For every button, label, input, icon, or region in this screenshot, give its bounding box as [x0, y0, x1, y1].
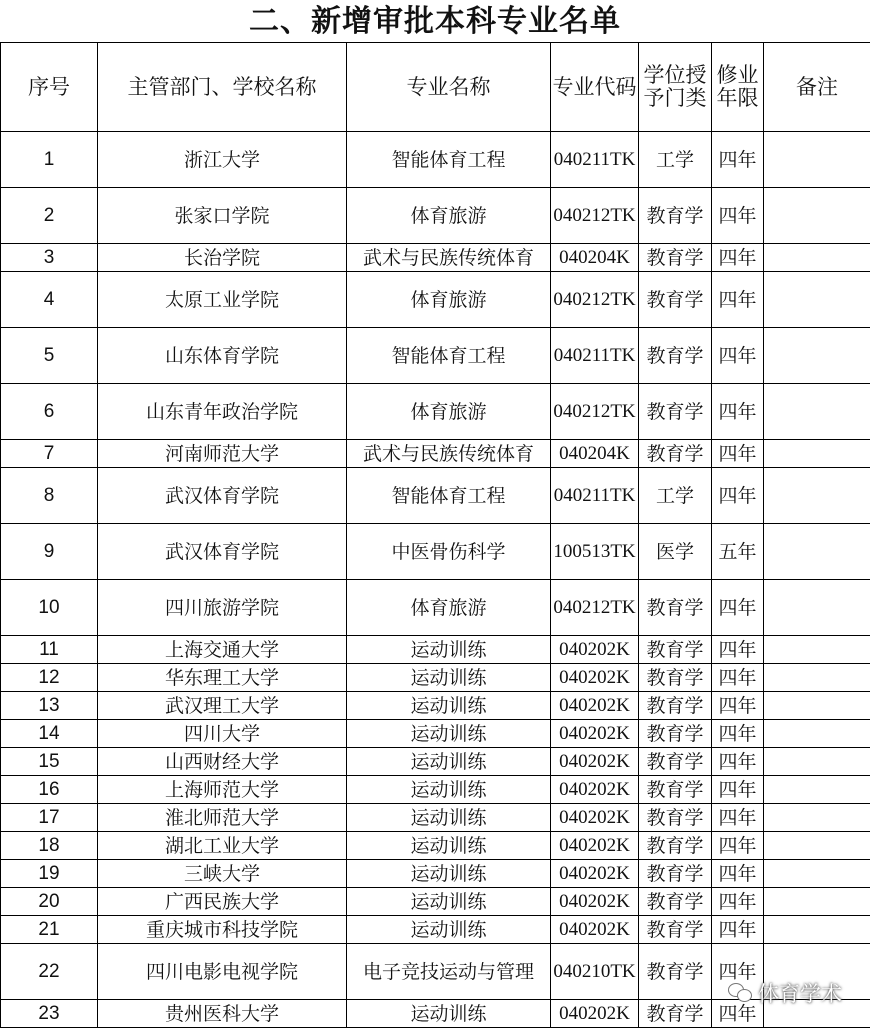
cell-school: 河南师范大学 — [98, 440, 347, 468]
cell-code: 040202K — [551, 776, 639, 804]
cell-degree: 医学 — [639, 524, 712, 580]
table-row — [1, 748, 870, 776]
cell-note — [764, 916, 870, 944]
cell-major: 运动训练 — [347, 888, 551, 916]
cell-years: 四年 — [712, 384, 764, 440]
cell-code: 040212TK — [551, 188, 639, 244]
cell-major: 武术与民族传统体育 — [347, 244, 551, 272]
cell-note — [764, 720, 870, 748]
cell-note — [764, 860, 870, 888]
cell-major: 体育旅游 — [347, 580, 551, 636]
cell-code: 040202K — [551, 664, 639, 692]
cell-years: 四年 — [712, 468, 764, 524]
wechat-icon — [728, 983, 752, 1003]
cell-major: 运动训练 — [347, 860, 551, 888]
table-header-row — [1, 43, 870, 132]
cell-no: 2 — [1, 188, 98, 244]
cell-note — [764, 272, 870, 328]
cell-code: 040202K — [551, 888, 639, 916]
cell-school: 上海交通大学 — [98, 636, 347, 664]
cell-note — [764, 636, 870, 664]
cell-degree: 教育学 — [639, 804, 712, 832]
table-row — [1, 636, 870, 664]
table-row — [1, 328, 870, 384]
cell-school: 张家口学院 — [98, 188, 347, 244]
cell-school: 三峡大学 — [98, 860, 347, 888]
cell-major: 运动训练 — [347, 916, 551, 944]
cell-no: 22 — [1, 944, 98, 1000]
table-row — [1, 916, 870, 944]
cell-code: 040202K — [551, 1000, 639, 1028]
header-years: 修业年限 — [712, 43, 764, 132]
cell-note — [764, 440, 870, 468]
cell-degree: 教育学 — [639, 720, 712, 748]
cell-note — [764, 888, 870, 916]
cell-school: 山东青年政治学院 — [98, 384, 347, 440]
cell-years: 四年 — [712, 692, 764, 720]
table-row — [1, 804, 870, 832]
cell-degree: 工学 — [639, 468, 712, 524]
header-no: 序号 — [1, 43, 98, 132]
cell-no: 18 — [1, 832, 98, 860]
table-row — [1, 188, 870, 244]
cell-no: 15 — [1, 748, 98, 776]
cell-degree: 教育学 — [639, 692, 712, 720]
cell-years: 四年 — [712, 440, 764, 468]
cell-code: 040202K — [551, 832, 639, 860]
cell-school: 山东体育学院 — [98, 328, 347, 384]
cell-no: 8 — [1, 468, 98, 524]
cell-no: 21 — [1, 916, 98, 944]
cell-years: 四年 — [712, 720, 764, 748]
watermark-text: 体育学术 — [758, 982, 842, 1006]
cell-major: 运动训练 — [347, 692, 551, 720]
cell-years: 四年 — [712, 636, 764, 664]
cell-no: 14 — [1, 720, 98, 748]
cell-school: 四川大学 — [98, 720, 347, 748]
cell-degree: 教育学 — [639, 1000, 712, 1028]
cell-no: 19 — [1, 860, 98, 888]
cell-degree: 教育学 — [639, 188, 712, 244]
cell-school: 武汉体育学院 — [98, 524, 347, 580]
cell-major: 运动训练 — [347, 664, 551, 692]
cell-no: 10 — [1, 580, 98, 636]
cell-code: 040212TK — [551, 272, 639, 328]
page-title: 二、新增审批本科专业名单 — [249, 4, 621, 39]
cell-degree: 教育学 — [639, 244, 712, 272]
cell-degree: 教育学 — [639, 328, 712, 384]
cell-school: 武汉体育学院 — [98, 468, 347, 524]
cell-school: 重庆城市科技学院 — [98, 916, 347, 944]
cell-school: 淮北师范大学 — [98, 804, 347, 832]
cell-no: 20 — [1, 888, 98, 916]
cell-code: 040202K — [551, 860, 639, 888]
header-degree: 学位授予门类 — [639, 43, 712, 132]
table-row — [1, 468, 870, 524]
cell-years: 四年 — [712, 860, 764, 888]
cell-code: 040202K — [551, 636, 639, 664]
cell-no: 5 — [1, 328, 98, 384]
cell-school: 长治学院 — [98, 244, 347, 272]
table-row — [1, 524, 870, 580]
cell-no: 3 — [1, 244, 98, 272]
cell-years: 四年 — [712, 188, 764, 244]
cell-major: 中医骨伤科学 — [347, 524, 551, 580]
cell-degree: 教育学 — [639, 272, 712, 328]
cell-no: 16 — [1, 776, 98, 804]
cell-years: 四年 — [712, 244, 764, 272]
cell-degree: 教育学 — [639, 776, 712, 804]
cell-school: 华东理工大学 — [98, 664, 347, 692]
cell-major: 智能体育工程 — [347, 132, 551, 188]
header-school: 主管部门、学校名称 — [98, 43, 347, 132]
cell-school: 浙江大学 — [98, 132, 347, 188]
cell-major: 智能体育工程 — [347, 328, 551, 384]
cell-years: 四年 — [712, 804, 764, 832]
cell-note — [764, 468, 870, 524]
cell-school: 四川旅游学院 — [98, 580, 347, 636]
cell-no: 13 — [1, 692, 98, 720]
cell-code: 040202K — [551, 720, 639, 748]
cell-years: 四年 — [712, 776, 764, 804]
cell-note — [764, 692, 870, 720]
cell-degree: 教育学 — [639, 944, 712, 1000]
cell-note — [764, 132, 870, 188]
cell-code: 040210TK — [551, 944, 639, 1000]
cell-code: 040202K — [551, 804, 639, 832]
cell-no: 6 — [1, 384, 98, 440]
cell-degree: 教育学 — [639, 860, 712, 888]
watermark — [728, 978, 842, 1008]
cell-note — [764, 384, 870, 440]
cell-no: 23 — [1, 1000, 98, 1028]
cell-degree: 工学 — [639, 132, 712, 188]
cell-school: 山西财经大学 — [98, 748, 347, 776]
table-row — [1, 384, 870, 440]
header-note: 备注 — [764, 43, 870, 132]
table-row — [1, 272, 870, 328]
cell-degree: 教育学 — [639, 916, 712, 944]
cell-note — [764, 188, 870, 244]
table-row — [1, 860, 870, 888]
cell-years: 四年 — [712, 832, 764, 860]
table-row — [1, 776, 870, 804]
cell-note — [764, 748, 870, 776]
cell-no: 9 — [1, 524, 98, 580]
cell-school: 贵州医科大学 — [98, 1000, 347, 1028]
cell-note — [764, 580, 870, 636]
cell-years: 四年 — [712, 328, 764, 384]
table-row — [1, 440, 870, 468]
header-code: 专业代码 — [551, 43, 639, 132]
cell-no: 17 — [1, 804, 98, 832]
cell-school: 上海师范大学 — [98, 776, 347, 804]
table-row — [1, 720, 870, 748]
cell-no: 12 — [1, 664, 98, 692]
cell-years: 四年 — [712, 888, 764, 916]
cell-school: 湖北工业大学 — [98, 832, 347, 860]
cell-code: 040204K — [551, 440, 639, 468]
cell-degree: 教育学 — [639, 832, 712, 860]
table-row — [1, 244, 870, 272]
cell-note — [764, 664, 870, 692]
cell-major: 运动训练 — [347, 804, 551, 832]
cell-code: 040211TK — [551, 468, 639, 524]
cell-note — [764, 244, 870, 272]
cell-note — [764, 776, 870, 804]
cell-years: 四年 — [712, 580, 764, 636]
cell-degree: 教育学 — [639, 888, 712, 916]
cell-degree: 教育学 — [639, 580, 712, 636]
cell-major: 体育旅游 — [347, 384, 551, 440]
cell-major: 运动训练 — [347, 636, 551, 664]
cell-major: 运动训练 — [347, 748, 551, 776]
majors-table — [0, 42, 870, 1028]
cell-degree: 教育学 — [639, 384, 712, 440]
table-row — [1, 580, 870, 636]
cell-major: 体育旅游 — [347, 188, 551, 244]
cell-no: 7 — [1, 440, 98, 468]
cell-years: 四年 — [712, 748, 764, 776]
cell-major: 运动训练 — [347, 776, 551, 804]
cell-code: 040202K — [551, 692, 639, 720]
cell-school: 武汉理工大学 — [98, 692, 347, 720]
cell-years: 四年 — [712, 916, 764, 944]
cell-degree: 教育学 — [639, 636, 712, 664]
cell-code: 040211TK — [551, 328, 639, 384]
cell-major: 运动训练 — [347, 1000, 551, 1028]
cell-no: 1 — [1, 132, 98, 188]
table-row — [1, 888, 870, 916]
cell-note — [764, 524, 870, 580]
cell-code: 040204K — [551, 244, 639, 272]
cell-school: 太原工业学院 — [98, 272, 347, 328]
cell-major: 武术与民族传统体育 — [347, 440, 551, 468]
table-row — [1, 692, 870, 720]
cell-degree: 教育学 — [639, 664, 712, 692]
cell-years: 四年 — [712, 272, 764, 328]
cell-years: 四年 — [712, 664, 764, 692]
cell-no: 11 — [1, 636, 98, 664]
header-major: 专业名称 — [347, 43, 551, 132]
table-row — [1, 664, 870, 692]
cell-years: 四年 — [712, 1000, 764, 1028]
cell-degree: 教育学 — [639, 748, 712, 776]
cell-school: 广西民族大学 — [98, 888, 347, 916]
cell-years: 四年 — [712, 944, 764, 1000]
cell-degree: 教育学 — [639, 440, 712, 468]
cell-major: 智能体育工程 — [347, 468, 551, 524]
cell-years: 四年 — [712, 132, 764, 188]
cell-school: 四川电影电视学院 — [98, 944, 347, 1000]
cell-no: 4 — [1, 272, 98, 328]
cell-code: 040212TK — [551, 580, 639, 636]
table-row — [1, 132, 870, 188]
cell-note — [764, 804, 870, 832]
cell-major: 运动训练 — [347, 720, 551, 748]
cell-major: 体育旅游 — [347, 272, 551, 328]
cell-code: 040202K — [551, 748, 639, 776]
cell-years: 五年 — [712, 524, 764, 580]
cell-major: 运动训练 — [347, 832, 551, 860]
cell-note — [764, 328, 870, 384]
cell-code: 040211TK — [551, 132, 639, 188]
cell-code: 040212TK — [551, 384, 639, 440]
cell-code: 100513TK — [551, 524, 639, 580]
cell-note — [764, 832, 870, 860]
table-row — [1, 832, 870, 860]
cell-major: 电子竞技运动与管理 — [347, 944, 551, 1000]
cell-code: 040202K — [551, 916, 639, 944]
